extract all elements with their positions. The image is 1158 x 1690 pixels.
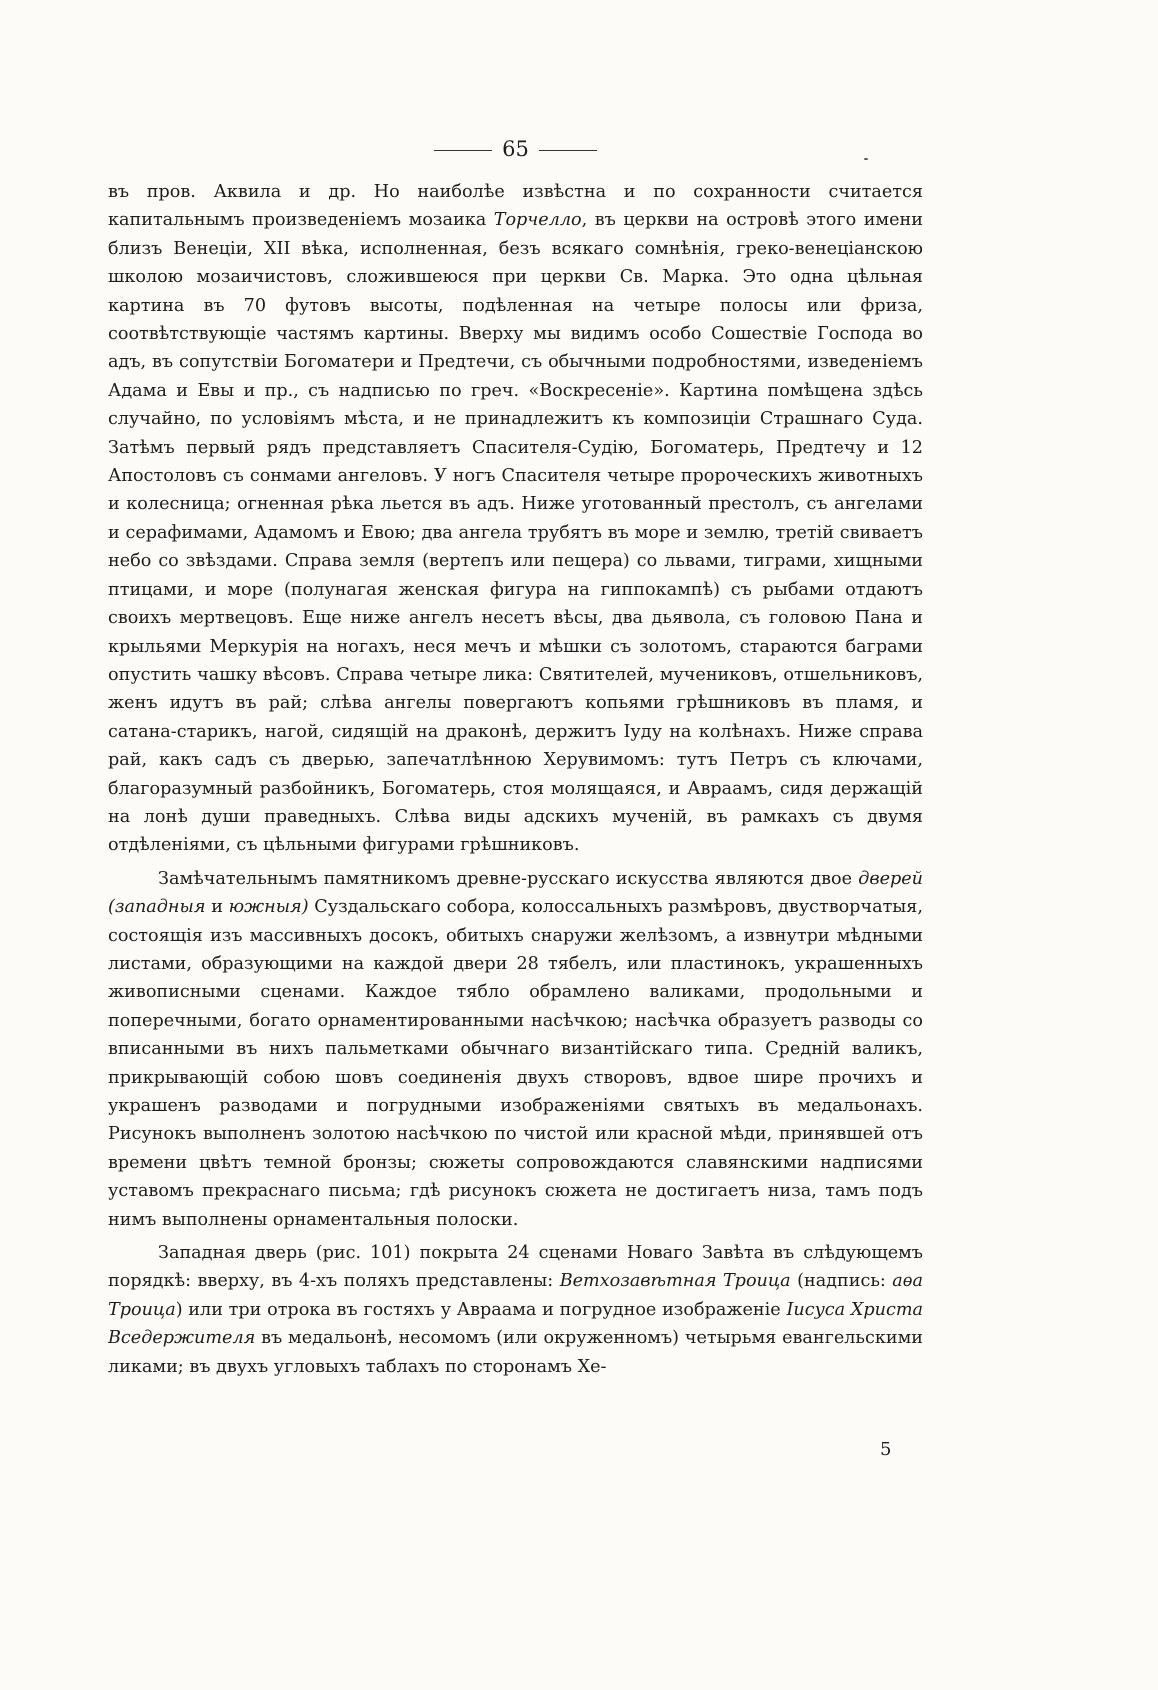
page-header <box>108 134 923 178</box>
page-number: 65 <box>502 137 529 161</box>
header-rule-right <box>539 150 597 151</box>
italic-phrase: дверей (западныя <box>108 868 923 918</box>
paragraph-3 <box>108 1239 923 1381</box>
text-run: (надпись: <box>790 1271 893 1292</box>
text-run: , въ церкви на островѣ этого имени близъ Венеціи, XII вѣка, исполненная, безъ всякаго сомнѣнія, греко-венеціанскою школою мозаичистовъ, сложившеюся при церкви Св. Марка. Это одна цѣльная картина въ 70 футовъ высоты, подѣленная на четыре полосы или фриза, соотвѣтствующіе частямъ картины. Вверху мы видимъ особо Сошествіе Господа во адъ, въ сопутствіи Богоматери и Предтечи, съ обычными подробностями, изведеніемъ Адама и Евы и пр., съ надписью по греч. «Воскресеніе». Картина помѣщена здѣсь случайно, по условіямъ мѣста, и не принадлежитъ къ композиціи Страшнаго Суда. Затѣмъ первый рядъ представляетъ Спасителя-Судію, Богоматерь, Предтечу и 12 Апостоловъ съ сонмами ангеловъ. У ногъ Спасителя четыре пророческихъ животныхъ и колесница; огненная рѣка льется въ адъ. Ниже уготованный престолъ, съ ангелами и серафимами, Адамомъ и Евою; два ангела трубятъ въ море и землю, третій свиваетъ небо со звѣздами. Справа земля (вертепъ или пещера) со львами, тиграми, хищными птицами, и море (полунагая женская фигура на гиппокампѣ) съ рыбами отдаютъ своихъ мертвецовъ. Еще ниже ангелъ несетъ вѣсы, два дьявола, съ головою Пана и крыльями Меркурія на ногахъ, неся мечъ и мѣшки съ золотомъ, стараются баграми опустить чашку вѣсовъ. Справа четыре лика: Святителей, мучениковъ, отшельниковъ, женъ идутъ въ рай; слѣва ангелы повергаютъ копьями грѣшниковъ въ пламя, и сатана-старикъ, нагой, сидящій на драконѣ, держитъ Іуду на колѣнахъ. Ниже справа рай, какъ садъ съ дверью, запечатлѣнною Херувимомъ: тутъ Петръ съ ключами, благоразумный разбойникъ, Богоматерь, стоя молящаяся, и Авраамъ, сидя держащій на лонѣ души праведныхъ. Слѣва виды адскихъ мученій, въ рамкахъ съ двумя отдѣленіями, съ цѣльными фигурами грѣшниковъ. <box>108 210 923 856</box>
italic-phrase: Ветхозавѣтная Троица <box>559 1271 791 1292</box>
print-speck <box>864 158 868 160</box>
paragraph-1 <box>108 178 923 860</box>
text-run: и <box>205 897 229 918</box>
page-body <box>108 134 923 1381</box>
text-run: Западная дверь (рис. 101) покрыта 24 сценами Новаго Завѣта въ слѣдующемъ порядкѣ: вверху, въ 4-хъ поляхъ представлены: <box>108 1243 923 1292</box>
text-run: ) или три отрока въ гостяхъ у Авраама и погрудное изображеніе <box>175 1299 787 1320</box>
italic-phrase: Іисуса Христа Вседержителя <box>108 1299 924 1349</box>
text-run: въ медальонѣ, несомомъ (или окруженномъ) четырьмя евангельскими ликами; въ двухъ угловыхъ таблахъ по сторонамъ Хе- <box>108 1328 923 1377</box>
text-run: Суздальскаго собора, колоссальныхъ размѣровъ, двустворчатыя, состоящія изъ массивныхъ досокъ, обитыхъ снаружи желѣзомъ, а извнутри мѣдными листами, образующими на каждой двери 28 тябелъ, или пластинокъ, украшенныхъ живописными сценами. Каждое тябло обрамлено валиками, продольными и поперечными, богато орнаментированными насѣчкою; насѣчка образуетъ разводы со вписанными въ нихъ пальметками обычнаго византійскаго типа. Средній валикъ, прикрывающій собою шовъ соединенія двухъ створовъ, вдвое шире прочихъ и украшенъ разводами и погрудными изображеніями святыхъ въ медальонахъ. Рисунокъ выполненъ золотою насѣчкою по чистой или красной мѣди, принявшей отъ времени цвѣтъ темной бронзы; сюжеты сопровождаются славянскими надписями уставомъ прекраснаго письма; гдѣ рисунокъ сюжета не достигаетъ низа, тамъ подъ нимъ выполнены орнаментальныя полоски. <box>108 897 923 1230</box>
paragraph-2 <box>108 865 923 1234</box>
italic-phrase: аѳа Троица <box>108 1271 923 1320</box>
text-run: въ пров. Аквила и др. Но наиболѣе извѣстна и по сохранности считается капитальнымъ произведеніемъ мозаика <box>108 182 923 231</box>
italic-phrase: Торчелло <box>493 210 582 231</box>
italic-phrase: южныя) <box>228 897 309 918</box>
text-run: Замѣчательнымъ памятникомъ древне-русскаго искусства являются двое <box>158 868 859 889</box>
signature-mark: 5 <box>880 1439 892 1460</box>
header-rule-left <box>434 150 492 151</box>
